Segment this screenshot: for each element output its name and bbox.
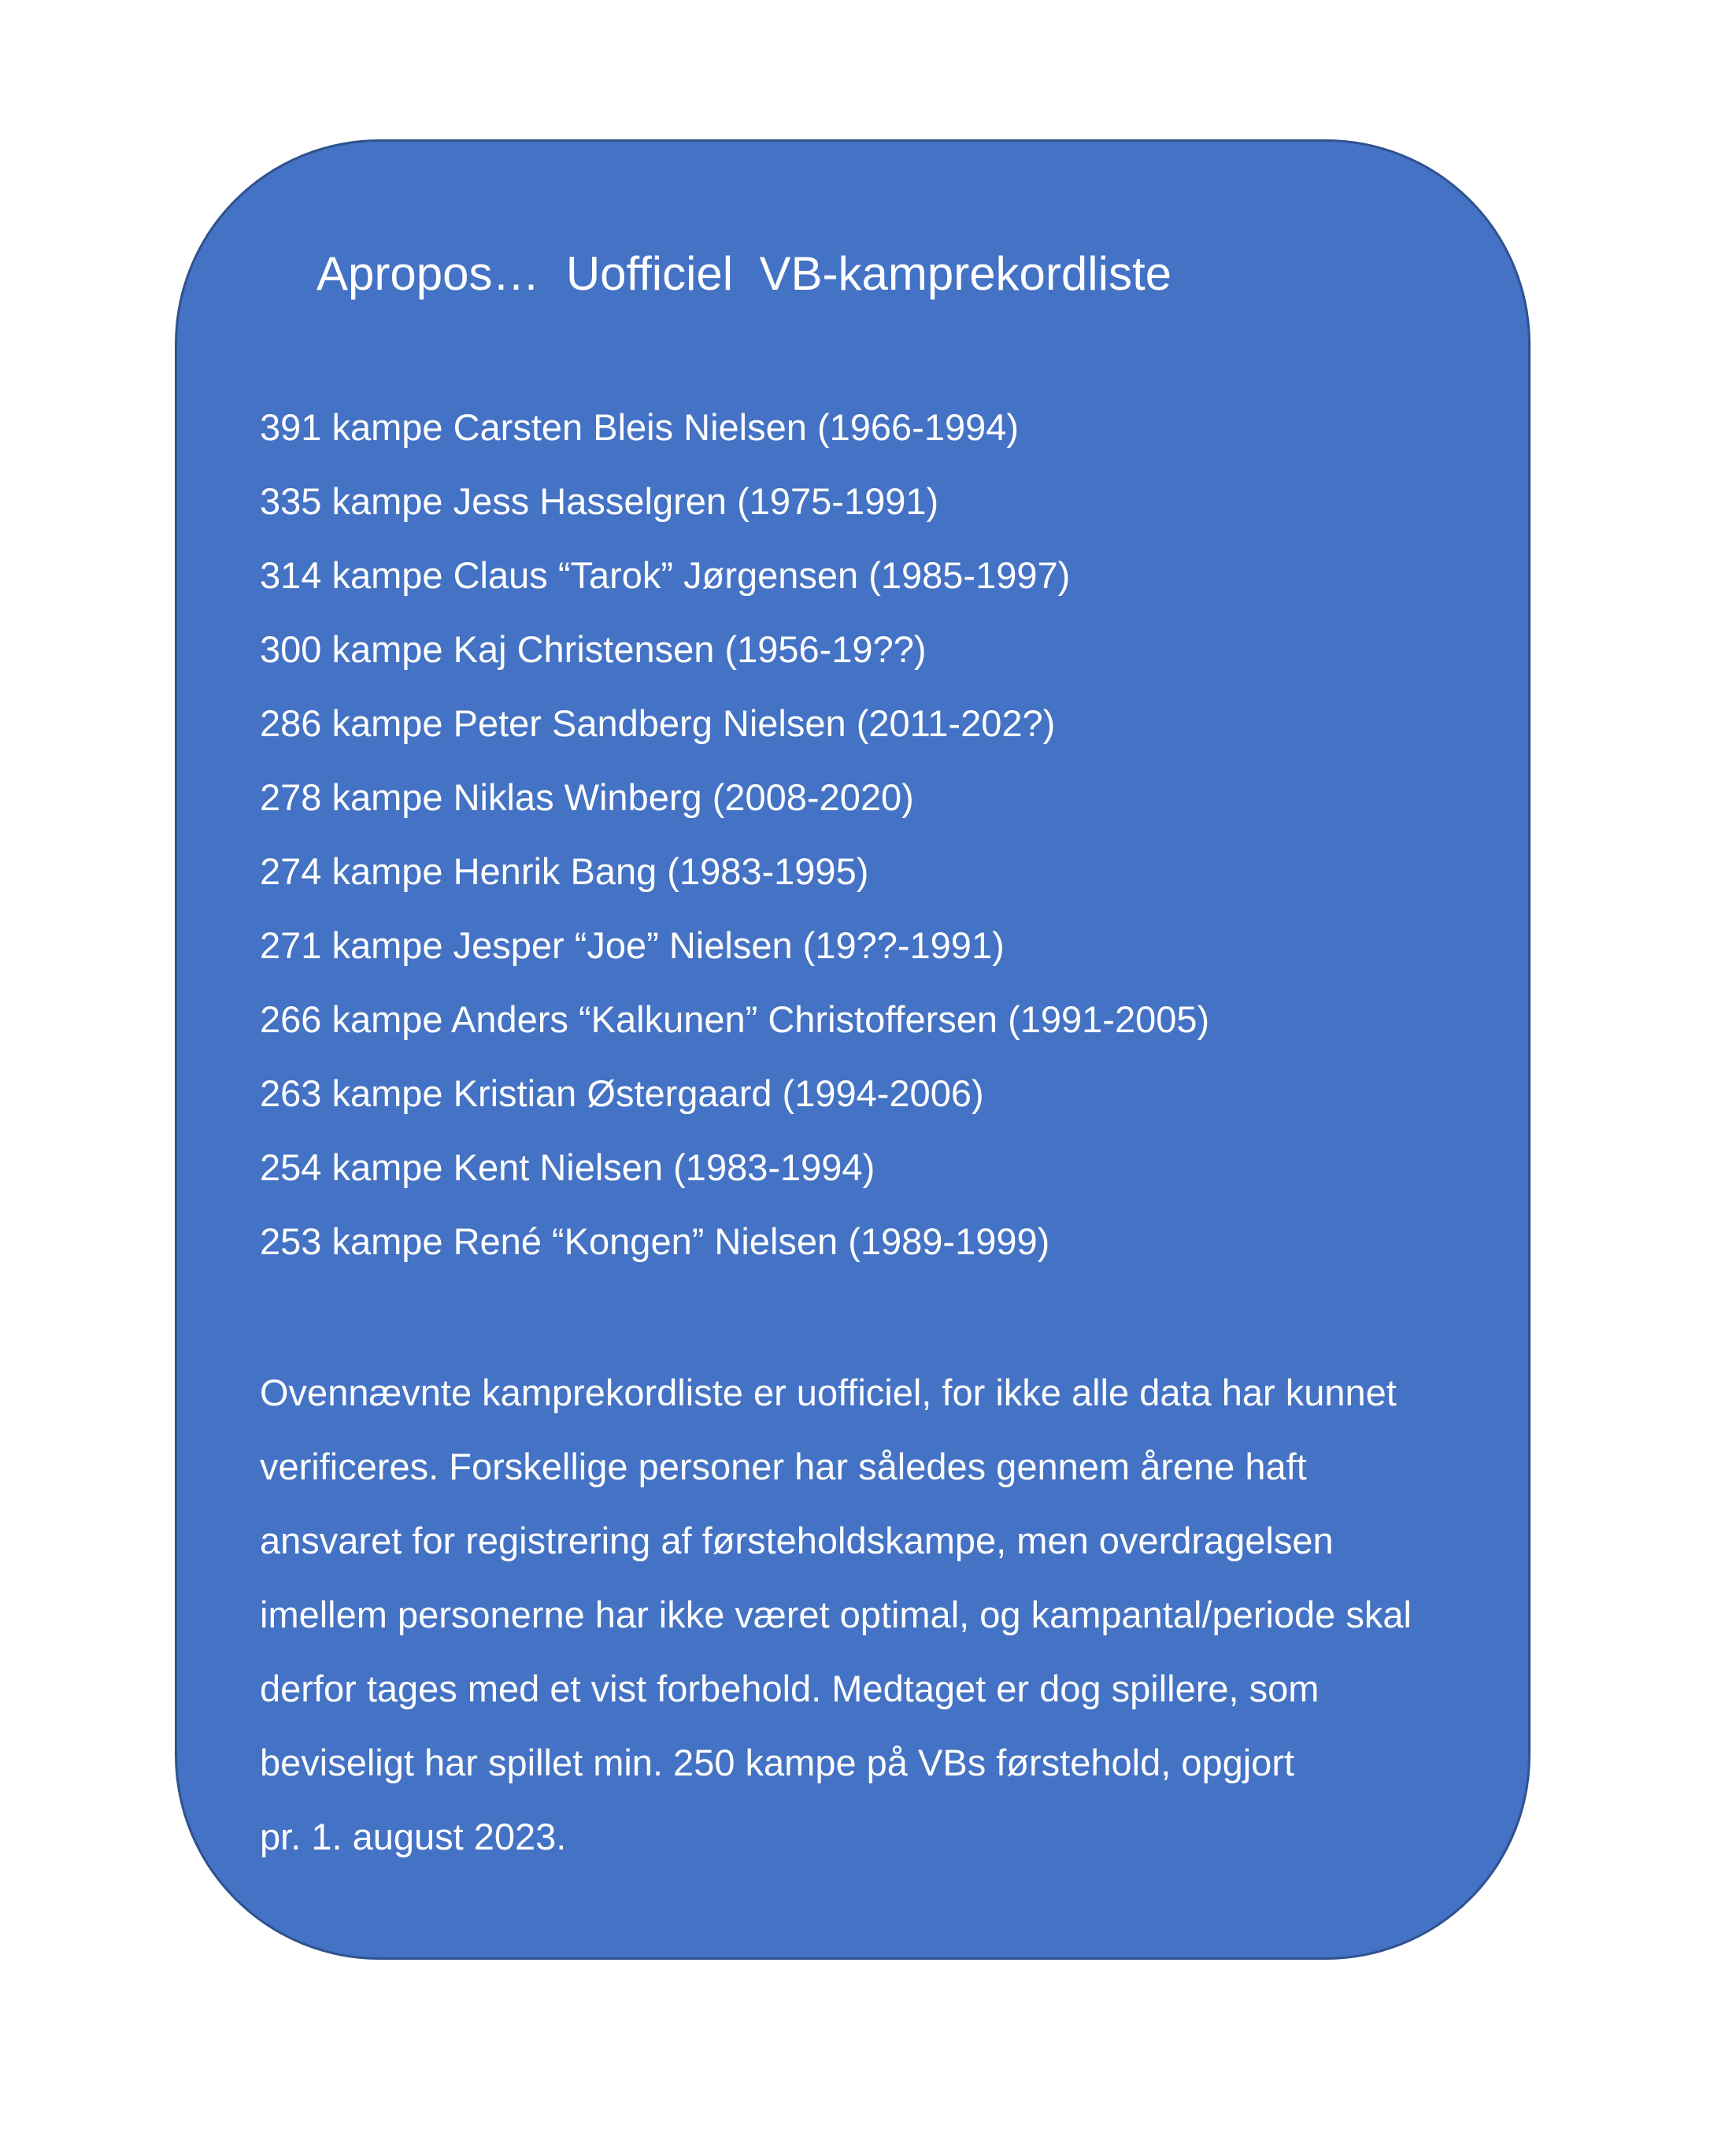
note-line: beviseligt har spillet min. 250 kampe på VBs førstehold, opgjort [260,1742,1295,1783]
note-line: verificeres. Forskellige personer har således gennem årene haft [260,1446,1307,1487]
record-item: 286 kampe Peter Sandberg Nielsen (2011-202?) [260,702,1056,744]
record-item: 266 kampe Anders “Kalkunen” Christoffersen (1991-2005) [260,998,1210,1040]
record-item: 254 kampe Kent Nielsen (1983-1994) [260,1146,875,1188]
record-item: 300 kampe Kaj Christensen (1956-19??) [260,628,927,670]
record-item: 391 kampe Carsten Bleis Nielsen (1966-1994) [260,406,1020,448]
note-line: imellem personerne har ikke været optimal, og kampantal/periode skal [260,1594,1412,1635]
note-line: Ovennævnte kamprekordliste er uofficiel, for ikke alle data har kunnet [260,1372,1397,1413]
page-title: Apropos… Uofficiel VB-kamprekordliste [316,247,1172,300]
disclaimer-note [260,1356,1519,1874]
note-line: derfor tages med et vist forbehold. Medtaget er dog spillere, som [260,1668,1320,1709]
record-item: 314 kampe Claus “Tarok” Jørgensen (1985-1997) [260,554,1071,596]
record-list [260,391,1209,1279]
record-item: 253 kampe René “Kongen” Nielsen (1989-1999) [260,1220,1050,1262]
note-line: ansvaret for registrering af førsteholdskampe, men overdragelsen [260,1520,1334,1561]
record-item: 271 kampe Jesper “Joe” Nielsen (19??-1991) [260,924,1005,966]
record-item: 274 kampe Henrik Bang (1983-1995) [260,850,869,892]
record-item: 335 kampe Jess Hasselgren (1975-1991) [260,480,939,522]
record-item: 263 kampe Kristian Østergaard (1994-2006) [260,1072,984,1114]
note-line: pr. 1. august 2023. [260,1816,567,1857]
record-item: 278 kampe Niklas Winberg (2008-2020) [260,776,914,818]
